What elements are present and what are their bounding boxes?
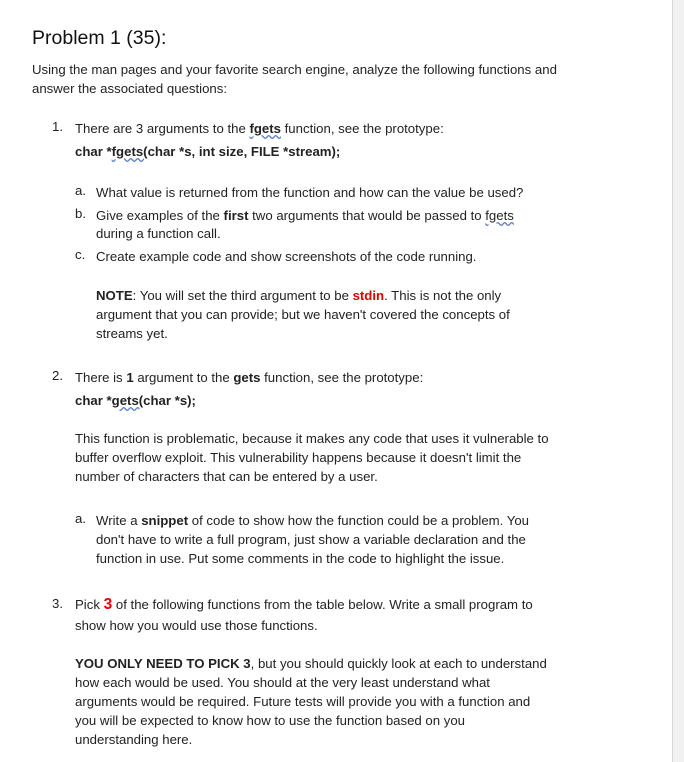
item2-number: 2.: [52, 368, 63, 383]
item2-sub-a-line2: don't have to write a full program, just show a variable declaration and the: [96, 532, 526, 547]
item1-fname: fgets: [249, 121, 281, 136]
item1-text: There are 3 arguments to the fgets function, see the prototype:: [75, 121, 444, 136]
page-margin: [673, 0, 684, 762]
item1-number: 1.: [52, 119, 63, 134]
intro-paragraph: Using the man pages and your favorite search engine, analyze the following functions and answer the associated questions:: [32, 62, 557, 96]
item2-para-line2: buffer overflow exploit. This vulnerability happens because it doesn't limit the: [75, 450, 522, 465]
item2-text: There is 1 argument to the gets function, see the prototype:: [75, 370, 424, 385]
page-title: Problem 1 (35):: [32, 27, 167, 49]
item3-para-line4: you will be expected to know how to use the function based on you: [75, 713, 466, 728]
item3-para-line1: YOU ONLY NEED TO PICK 3, but you should quickly look at each to understand: [75, 656, 547, 671]
item3-para-line2: how each would be used. You should at the very least understand what: [75, 675, 490, 690]
item1-sub-a-letter: a.: [75, 183, 86, 198]
item1-note-line2: argument that you can provide; but we haven't covered the concepts of: [96, 307, 510, 322]
item2-prototype: char *gets(char *s);: [75, 393, 196, 408]
item1-sub-c-letter: c.: [75, 247, 86, 262]
item2-para-line1: This function is problematic, because it makes any code that uses it vulnerable to: [75, 431, 549, 446]
item1-note-line3: streams yet.: [96, 326, 168, 341]
pick-count-highlight: 3: [103, 596, 113, 613]
item2-sub-a-line1: Write a snippet of code to show how the function could be a problem. You: [96, 513, 530, 528]
item2-para-line3: number of characters that can be entered by a user.: [75, 469, 378, 484]
item1-sub-c: Create example code and show screenshots of the code running.: [96, 249, 477, 264]
item3-para-line3: arguments would be required. Future tests will provide you with a function and: [75, 694, 531, 709]
item1-prototype: char *fgets(char *s, int size, FILE *stream);: [75, 144, 341, 159]
item1-note-line1: NOTE: You will set the third argument to be stdin. This is not the only: [96, 288, 502, 303]
item3-para-line5: understanding here.: [75, 732, 193, 747]
item3-number: 3.: [52, 596, 63, 611]
item1-sub-b-line1: Give examples of the first two arguments that would be passed to fgets: [96, 208, 514, 223]
item1-sub-b-line2: during a function call.: [96, 226, 221, 241]
item1-sub-a: What value is returned from the function and how can the value be used?: [96, 185, 524, 200]
item3-line1: Pick 3 of the following functions from the table below. Write a small program to: [75, 596, 533, 613]
item2-sub-a-letter: a.: [75, 511, 86, 526]
item3-line2: show how you would use those functions.: [75, 618, 318, 633]
stdin-highlight: stdin: [352, 288, 385, 303]
item1-sub-b-letter: b.: [75, 206, 86, 221]
item2-sub-a-line3: function in use. Put some comments in the code to highlight the issue.: [96, 551, 505, 566]
